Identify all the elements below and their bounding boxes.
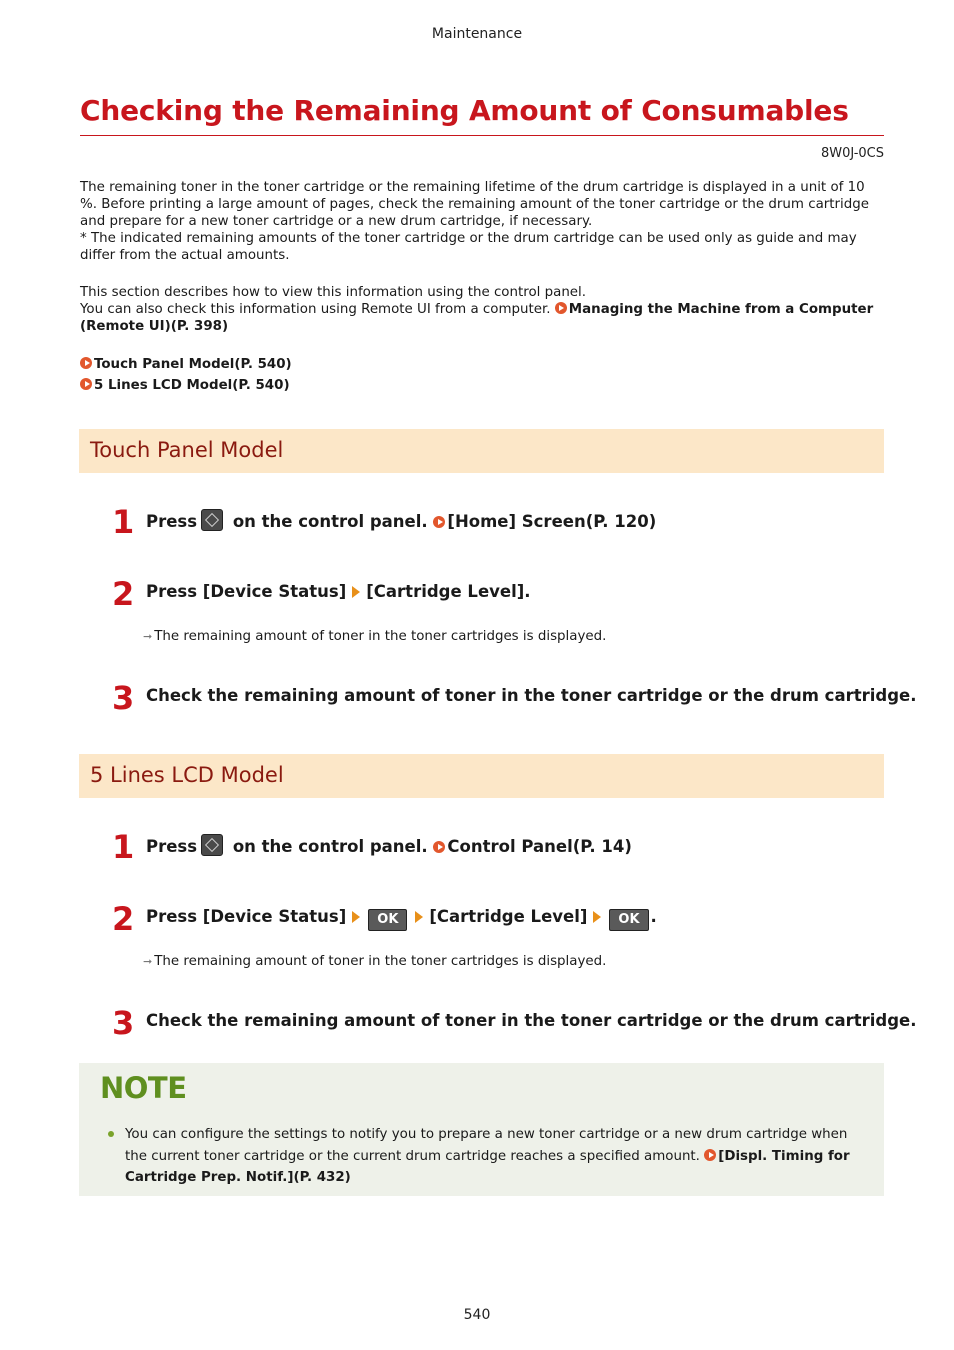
- note-box: [79, 1063, 884, 1196]
- running-header: Maintenance: [431, 26, 523, 42]
- toc-link-label: 5 Lines LCD Model(P. 540): [94, 378, 290, 393]
- link-label: Control Panel(P. 14): [447, 837, 632, 856]
- step-text-part: on the control panel.: [232, 837, 428, 856]
- step-number: 3: [112, 679, 135, 717]
- toc-link-lcd[interactable]: [80, 375, 292, 396]
- intro-text-3: This section describes how to view this information using the control panel.: [80, 285, 587, 300]
- intro-text-2: * The indicated remaining amounts of the toner cartridge or the drum cartridge can be used only as guide and may differ from the actual amounts.: [80, 231, 857, 263]
- section-title: Touch Panel Model: [90, 438, 284, 462]
- next-arrow-icon: [352, 911, 360, 923]
- link-arrow-icon: [555, 302, 567, 314]
- section-header-lcd: [79, 754, 884, 798]
- intro-text-4-body: You can also check this information using Remote UI from a computer.: [80, 302, 555, 317]
- link-arrow-icon: [80, 378, 92, 390]
- link-arrow-icon: [433, 841, 445, 853]
- step-2-result: [143, 954, 606, 969]
- step-number: 1: [112, 828, 135, 866]
- result-text: The remaining amount of toner in the toner cartridges is displayed.: [154, 954, 607, 969]
- next-arrow-icon: [593, 911, 601, 923]
- step-text-part: Press [Device Status]: [146, 907, 347, 926]
- home-key-icon: [201, 509, 223, 531]
- step-number: 1: [112, 503, 135, 541]
- home-screen-link[interactable]: [433, 512, 656, 531]
- step-text-part: Press [Device Status]: [146, 582, 347, 601]
- next-arrow-icon: [352, 586, 360, 598]
- step-text-part: Press: [146, 837, 198, 856]
- step-3-text: Check the remaining amount of toner in the toner cartridge or the drum cartridge.: [146, 1011, 917, 1030]
- step-text-part: Press: [146, 512, 198, 531]
- step-number: 2: [112, 575, 135, 613]
- toc-link-touch-panel[interactable]: [80, 354, 292, 375]
- page-title: Checking the Remaining Amount of Consumables: [80, 94, 849, 127]
- note-text: You can configure the settings to notify you to prepare a new toner cartridge or a new drum cartridge when the current toner cartridge or the current drum cartridge reaches a specified amount.: [125, 1127, 848, 1164]
- result-arrow-icon: ➞: [143, 955, 152, 968]
- toc-link-label: Touch Panel Model(P. 540): [94, 357, 292, 372]
- step-number: 2: [112, 900, 135, 938]
- section-links: [80, 354, 292, 396]
- section-title: 5 Lines LCD Model: [90, 763, 284, 787]
- link-arrow-icon: [80, 357, 92, 369]
- step-1-text: [146, 834, 632, 858]
- step-text-part: .: [650, 907, 657, 926]
- link-arrow-icon: [433, 516, 445, 528]
- next-arrow-icon: [415, 911, 423, 923]
- note-item: [125, 1124, 865, 1189]
- step-2-result: [143, 629, 606, 644]
- intro-text-1: The remaining toner in the toner cartridge or the remaining lifetime of the drum cartridge is displayed in a unit of 10 %. Before printing a large amount of pages, check the remaining amount of the toner cartridge or the drum cartridge and prepare for a new toner cartridge or a new drum cartridge, if necessary.: [80, 180, 869, 229]
- ok-key-icon: OK: [368, 909, 407, 931]
- link-label: [Home] Screen(P. 120): [447, 512, 657, 531]
- ok-key-icon: OK: [609, 909, 648, 931]
- intro-paragraph-2: [80, 284, 885, 335]
- link-label: [Displ. Timing for Cartridge Prep. Notif.](P. 432): [125, 1148, 850, 1185]
- step-2-text: [146, 581, 531, 603]
- intro-paragraph: [80, 179, 885, 264]
- control-panel-link[interactable]: [433, 837, 631, 856]
- step-text-part: [Cartridge Level].: [366, 582, 531, 601]
- title-divider: [80, 135, 884, 136]
- bullet-icon: [108, 1131, 114, 1137]
- step-1-text: [146, 509, 656, 533]
- intro-text-4: [80, 301, 885, 335]
- step-number: 3: [112, 1004, 135, 1042]
- page-number: 540: [463, 1307, 491, 1323]
- document-id: 8W0J-0CS: [820, 146, 884, 161]
- link-arrow-icon: [704, 1149, 716, 1161]
- note-title: NOTE: [100, 1071, 187, 1105]
- step-3-text: Check the remaining amount of toner in the toner cartridge or the drum cartridge.: [146, 686, 917, 705]
- home-key-icon: [201, 834, 223, 856]
- remote-ui-link-label: Managing the Machine from a Computer (Remote UI)(P. 398): [80, 302, 874, 334]
- step-2-text: [146, 906, 657, 931]
- step-text-part: [Cartridge Level]: [429, 907, 588, 926]
- step-text-part: on the control panel.: [232, 512, 428, 531]
- result-arrow-icon: ➞: [143, 630, 152, 643]
- result-text: The remaining amount of toner in the toner cartridges is displayed.: [154, 629, 607, 644]
- section-header-touch-panel: [79, 429, 884, 473]
